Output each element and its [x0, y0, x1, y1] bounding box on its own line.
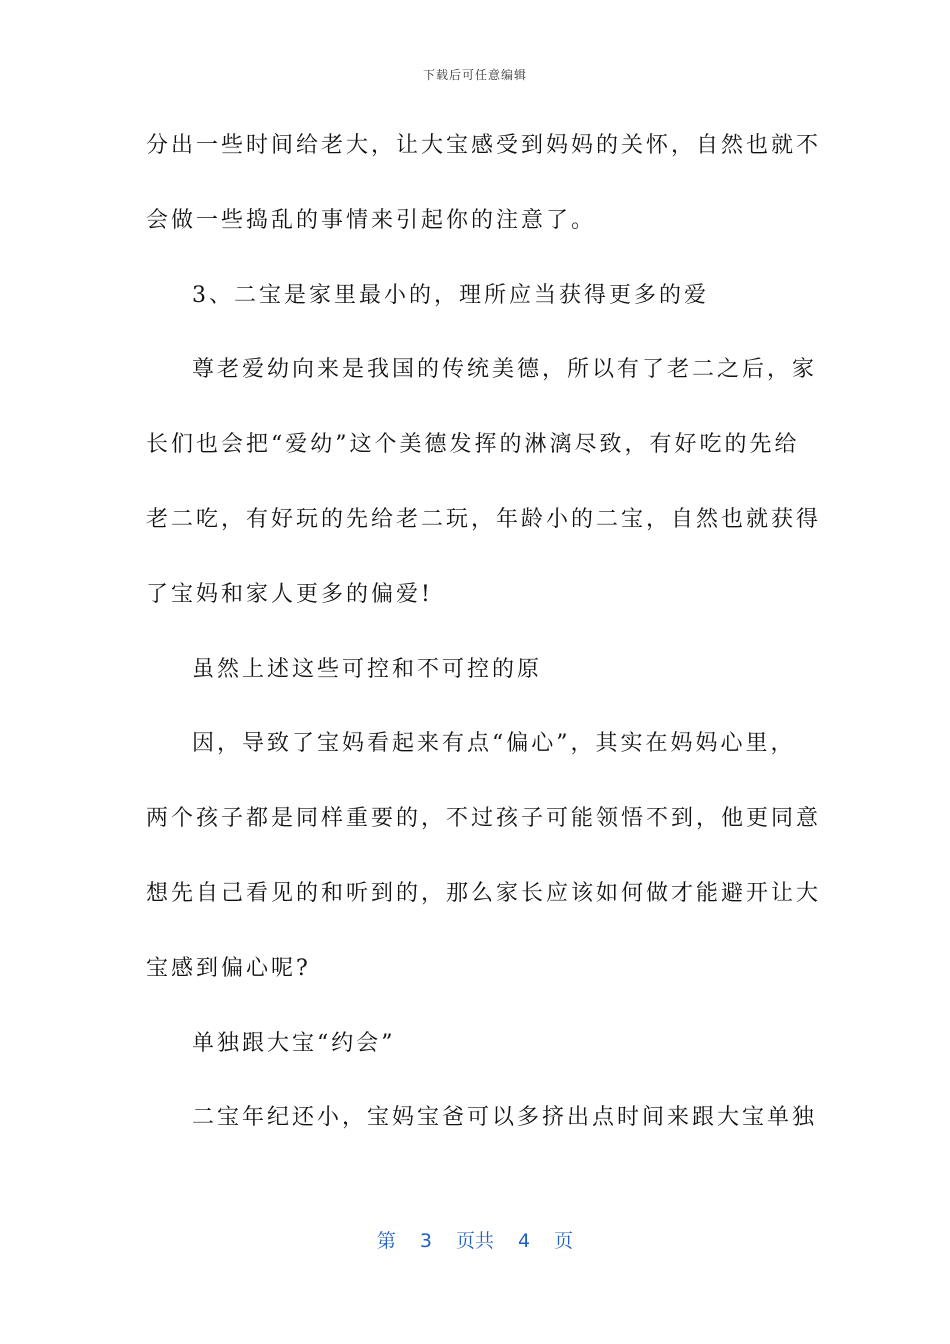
- body-line: 二宝年纪还小，宝妈宝爸可以多挤出点时间来跟大宝单独: [192, 1105, 818, 1130]
- body-line: 虽然上述这些可控和不可控的原: [192, 657, 543, 682]
- footer-total-prefix: 页共: [455, 1230, 494, 1252]
- body-line: 分出一些时间给老大，让大宝感受到妈妈的关怀，自然也就不: [146, 133, 822, 158]
- body-line: 想先自己看见的和听到的，那么家长应该如何做才能避开让大: [146, 881, 822, 906]
- body-line: 因，导致了宝妈看起来有点“偏心”，其实在妈妈心里，: [192, 731, 796, 756]
- footer-page-word: 第: [376, 1230, 396, 1252]
- body-line: 尊老爱幼向来是我国的传统美德，所以有了老二之后，家: [192, 357, 818, 382]
- body-line: 了宝妈和家人更多的偏爱!: [146, 582, 433, 607]
- header-note: 下载后可任意编辑: [422, 68, 527, 82]
- body-line: 老二吃，有好玩的先给老二玩，年龄小的二宝，自然也就获得: [146, 507, 822, 532]
- body-line: 会做一些捣乱的事情来引起你的注意了。: [146, 208, 597, 233]
- section-heading: 3、二宝是家里最小的，理所应当获得更多的爱: [192, 283, 709, 308]
- footer-total-number: 4: [518, 1230, 531, 1252]
- footer-page-suffix: 页: [554, 1230, 574, 1252]
- footer-page-number: 3: [419, 1230, 432, 1252]
- page-footer: [0, 1226, 950, 1253]
- section-heading: 单独跟大宝“约会”: [192, 1031, 396, 1056]
- body-line: 宝感到偏心呢?: [146, 956, 311, 981]
- body-line: 两个孩子都是同样重要的，不过孩子可能领悟不到，他更同意: [146, 806, 822, 831]
- body-line: 长们也会把“爱幼”这个美德发挥的淋漓尽致，有好吃的先给: [146, 432, 800, 457]
